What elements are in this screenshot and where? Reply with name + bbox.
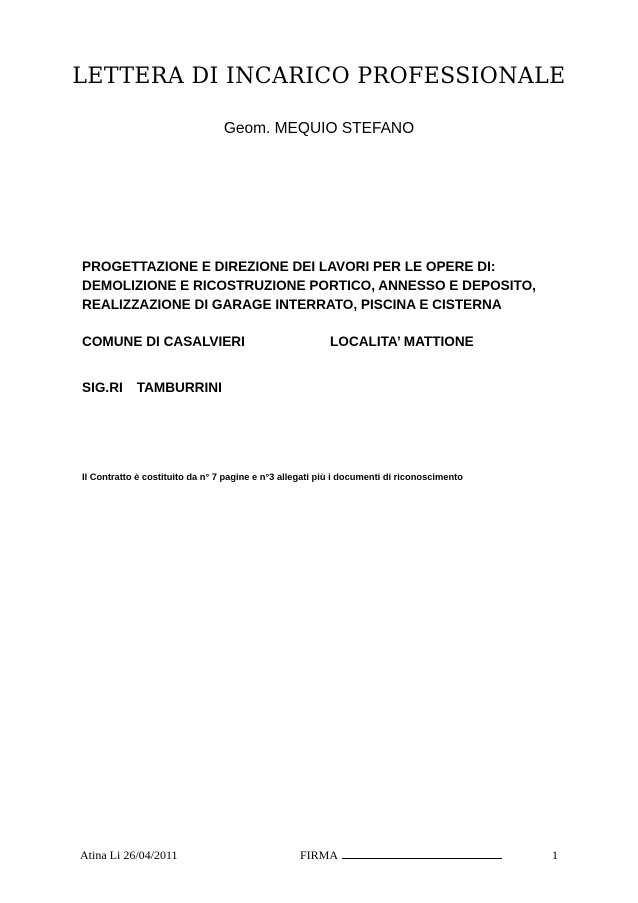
signature-line — [342, 847, 502, 859]
client-prefix: SIG.RI — [82, 380, 123, 395]
client-name: TAMBURRINI — [136, 380, 222, 395]
localita-label: LOCALITA’ MATTIONE — [330, 334, 474, 349]
page-number: 1 — [552, 848, 558, 862]
footer-place-date: Atina Li 26/04/2011 — [80, 848, 178, 862]
contract-note: Il Contratto è costituito da n° 7 pagine e n°3 allegati più i documenti di riconoscimento — [82, 472, 463, 482]
firma-label: FIRMA — [300, 848, 339, 862]
project-line-3: REALIZZAZIONE DI GARAGE INTERRATO, PISCINA E CISTERNA — [82, 297, 502, 312]
client-line — [82, 378, 222, 397]
professional-name: Geom. MEQUIO STEFANO — [223, 120, 415, 137]
project-description — [82, 257, 536, 314]
footer-signature — [300, 847, 502, 863]
page-title: LETTERA DI INCARICO PROFESSIONALE — [72, 64, 566, 89]
comune-label: COMUNE DI CASALVIERI — [82, 334, 245, 349]
project-line-1: PROGETTAZIONE E DIREZIONE DEI LAVORI PER LE OPERE DI: — [82, 259, 496, 274]
project-line-2: DEMOLIZIONE E RICOSTRUZIONE PORTICO, ANNESSO E DEPOSITO, — [82, 278, 536, 293]
